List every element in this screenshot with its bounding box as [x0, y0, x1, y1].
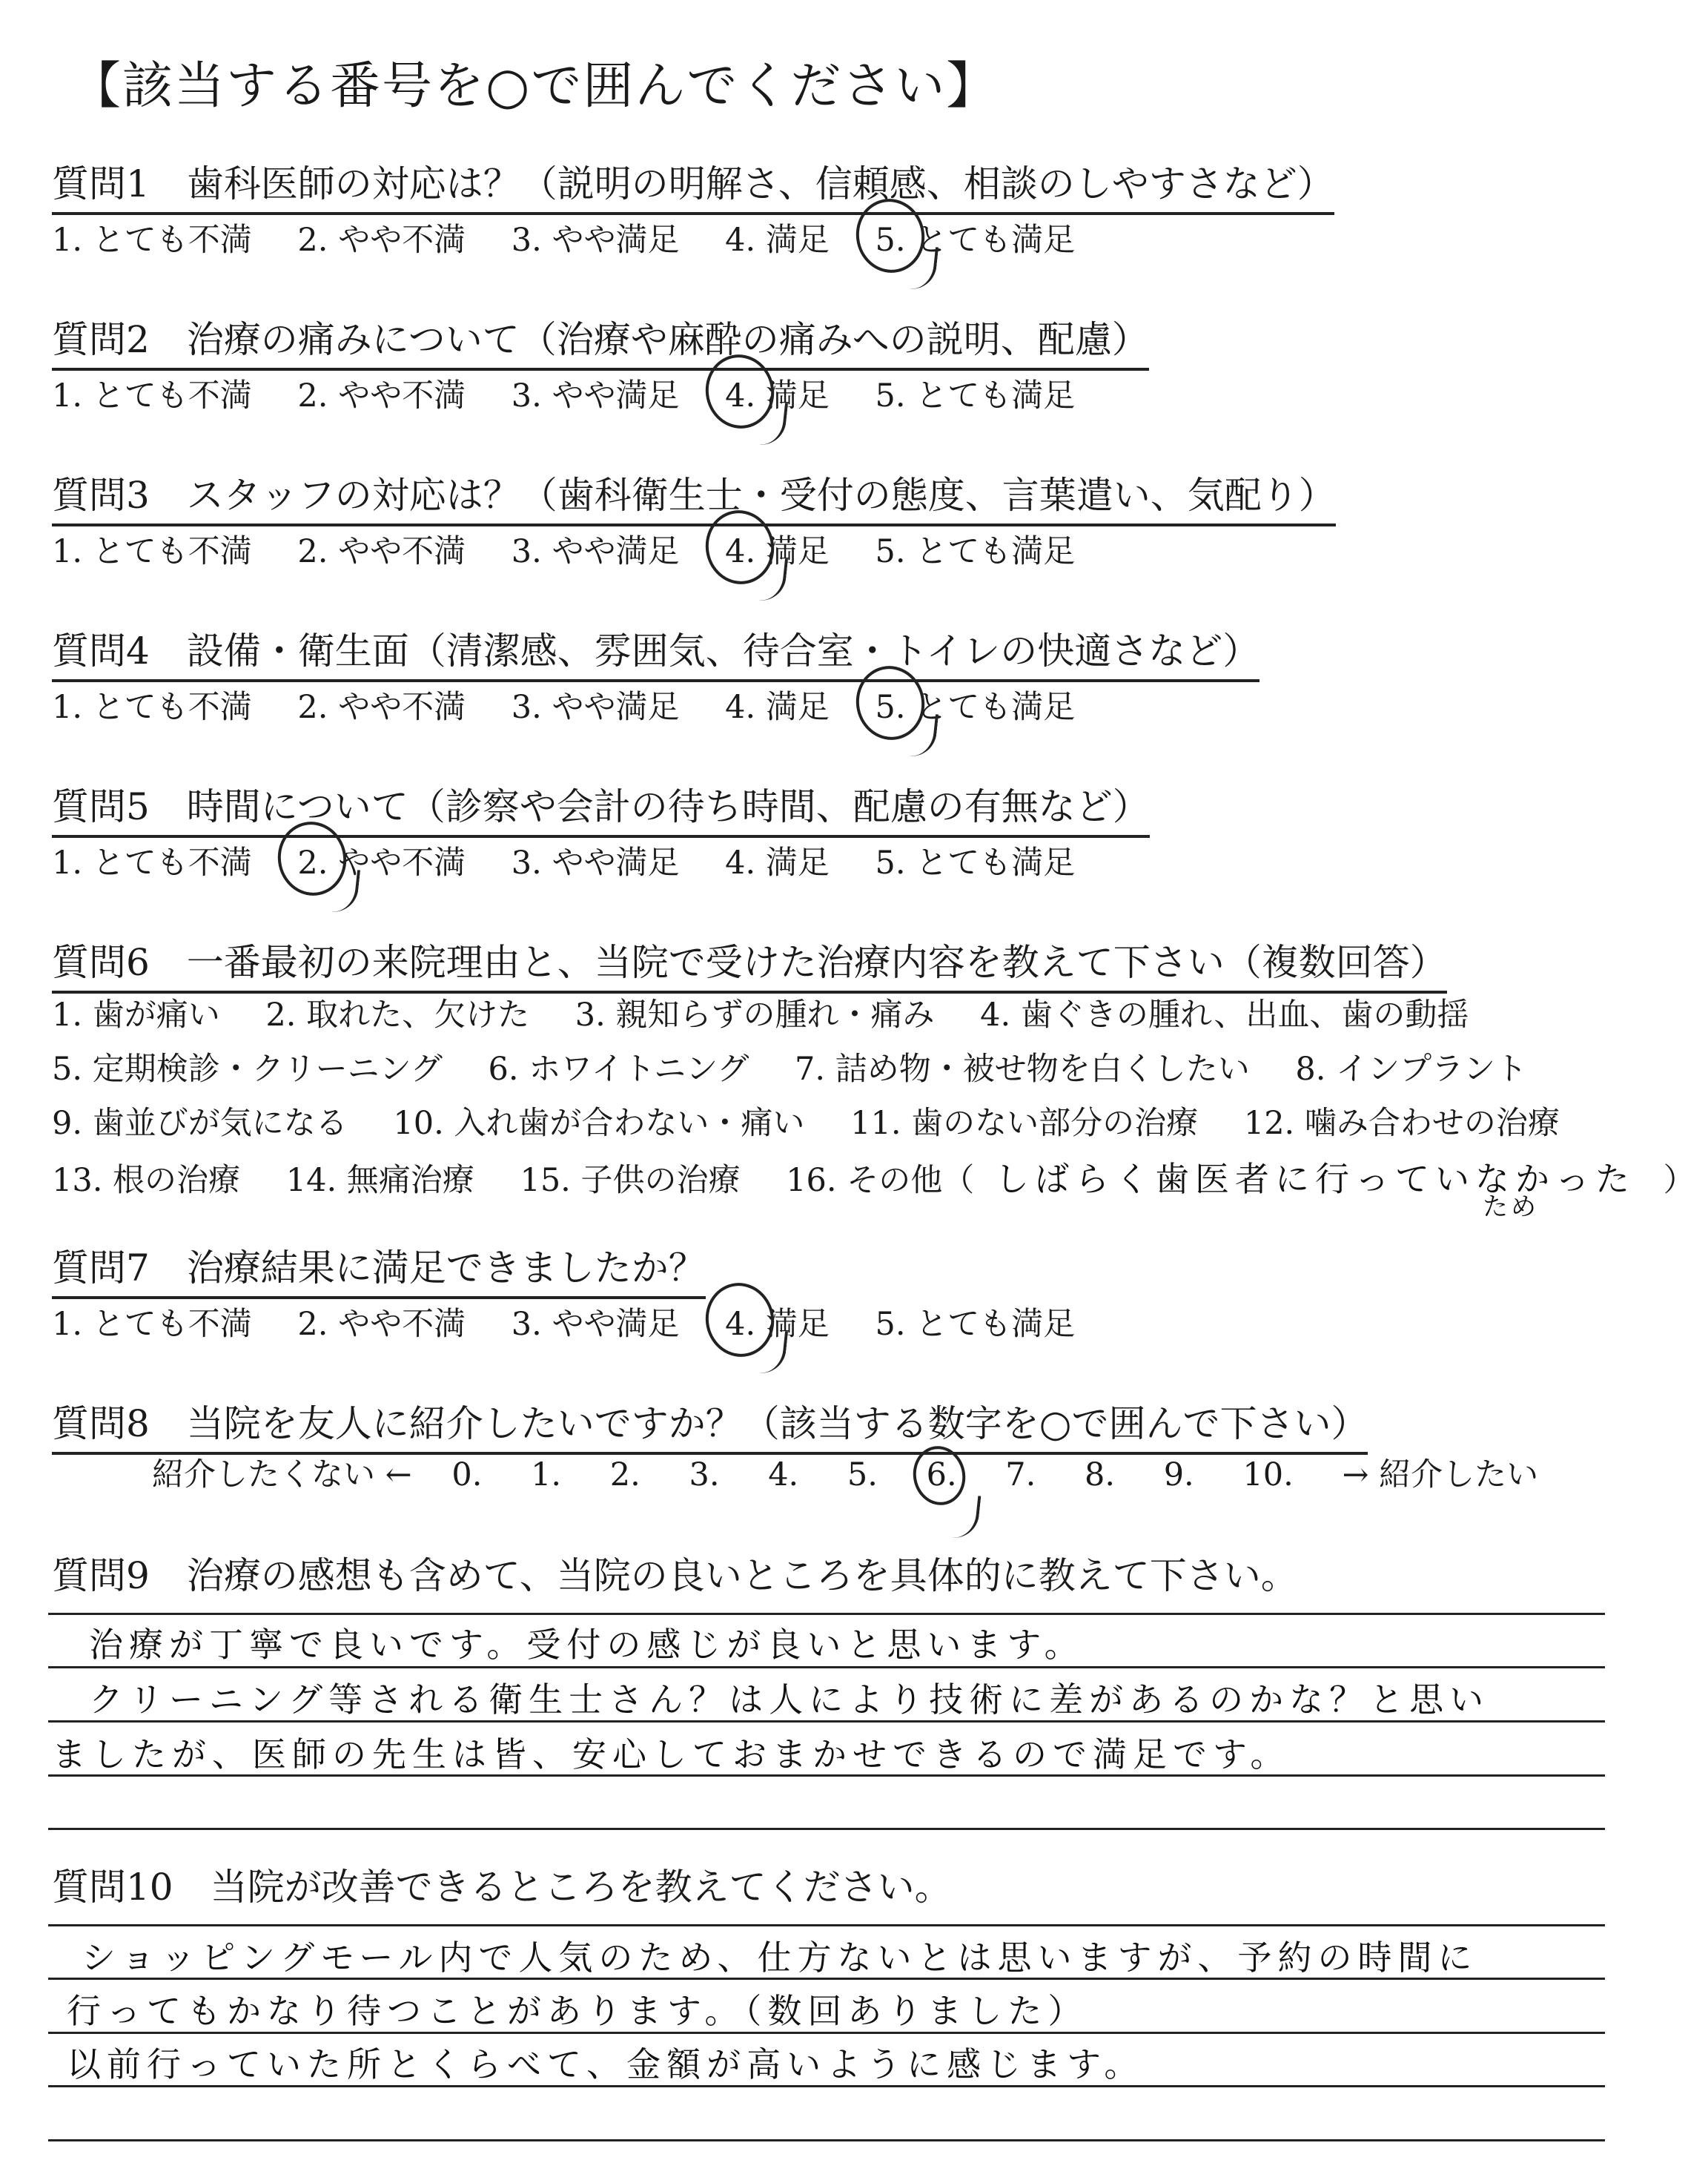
- selection-circle-mark: [907, 1441, 970, 1510]
- q3-option-3[interactable]: 3. やや満足: [511, 533, 680, 570]
- answer-line: [48, 1613, 1605, 1615]
- q6-option-7[interactable]: 7. 詰め物・被せ物を白くしたい: [795, 1051, 1250, 1088]
- answer-line: [48, 1924, 1605, 1926]
- q6-option-13[interactable]: 13. 根の治療: [52, 1162, 241, 1199]
- q4-option-4[interactable]: 4. 満足: [725, 689, 830, 726]
- selection-circle-mark: [699, 1277, 781, 1364]
- q6-option-14[interactable]: 14. 無痛治療: [285, 1162, 474, 1199]
- q6-other-handwritten-cont: ため: [1483, 1192, 1539, 1222]
- q5-option-1[interactable]: 1. とても不満: [52, 845, 252, 882]
- answer-line: [48, 1774, 1605, 1777]
- question-2-label: 質問2 治療の痛みについて（治療や麻酔の痛みへの説明、配慮）: [52, 310, 1149, 371]
- q2-option-3[interactable]: 3. やや満足: [511, 377, 680, 415]
- q3-option-1[interactable]: 1. とても不満: [52, 533, 252, 570]
- q6-option-6[interactable]: 6. ホワイトニング: [488, 1051, 749, 1088]
- q7-option-4[interactable]: 4. 満足: [725, 1299, 830, 1344]
- q2-option-4[interactable]: 4. 満足: [725, 371, 830, 416]
- q5-option-5[interactable]: 5. とても満足: [875, 845, 1076, 882]
- question-7-label: 質問7 治療結果に満足できましたか？: [52, 1238, 706, 1299]
- answer-line: [48, 1720, 1605, 1723]
- q8-score-3[interactable]: 3.: [689, 1456, 720, 1493]
- q1-option-1[interactable]: 1. とても不満: [52, 222, 252, 259]
- q6-option-1[interactable]: 1. 歯が痛い: [52, 997, 220, 1034]
- q8-score-7[interactable]: 7.: [1005, 1456, 1036, 1493]
- q5-option-3[interactable]: 3. やや満足: [511, 845, 680, 882]
- q9-answer-line-2[interactable]: クリーニング等される衛生士さん？は人により技術に差があるのかな？と思い: [89, 1680, 1490, 1720]
- q9-answer-line-1[interactable]: 治療が丁寧で良いです。受付の感じが良いと思います。: [89, 1625, 1085, 1665]
- q8-score-0[interactable]: 0.: [451, 1456, 483, 1493]
- question-6-row-3: [52, 1098, 1595, 1143]
- q8-score-10[interactable]: 10.: [1242, 1456, 1294, 1493]
- answer-line: [48, 2139, 1605, 2141]
- q9-answer-line-3[interactable]: ましたが、医師の先生は皆、安心しておまかせできるので満足です。: [52, 1734, 1291, 1774]
- q6-other-close: ）: [1663, 1162, 1695, 1199]
- question-1-options: [52, 215, 1110, 260]
- q6-option-12[interactable]: 12. 噛み合わせの治療: [1243, 1105, 1560, 1142]
- q7-option-1[interactable]: 1. とても不満: [52, 1306, 252, 1343]
- q1-option-2[interactable]: 2. やや不満: [297, 222, 466, 259]
- question-8-label: 質問8 当院を友人に紹介したいですか？（該当する数字を○で囲んで下さい）: [52, 1394, 1368, 1455]
- q6-option-16[interactable]: 16. その他（: [786, 1162, 975, 1199]
- question-4-label: 質問4 設備・衛生面（清潔感、雰囲気、待合室・トイレの快適さなど）: [52, 621, 1260, 682]
- q1-option-5[interactable]: 5. とても満足: [875, 215, 1076, 260]
- question-5-label: 質問5 時間について（診察や会計の待ち時間、配慮の有無など）: [52, 777, 1150, 838]
- q4-option-3[interactable]: 3. やや満足: [511, 689, 680, 726]
- question-1-label: 質問1 歯科医師の対応は？（説明の明解さ、信頼感、相談のしやすさなど）: [52, 154, 1334, 215]
- q3-option-4[interactable]: 4. 満足: [725, 526, 830, 572]
- question-8-scale: [152, 1450, 1577, 1495]
- q8-score-2[interactable]: 2.: [609, 1456, 640, 1493]
- q6-option-3[interactable]: 3. 親知らずの腫れ・痛み: [575, 997, 935, 1034]
- question-6-row-2: [52, 1044, 1563, 1089]
- question-2-options: [52, 371, 1110, 416]
- question-4-options: [52, 682, 1110, 727]
- q5-option-2[interactable]: 2. やや不満: [297, 838, 466, 883]
- q2-option-1[interactable]: 1. とても不満: [52, 377, 252, 415]
- question-6-row-1: [52, 990, 1504, 1035]
- q4-option-1[interactable]: 1. とても不満: [52, 689, 252, 726]
- q5-option-4[interactable]: 4. 満足: [725, 845, 830, 882]
- q6-option-2[interactable]: 2. 取れた、欠けた: [265, 997, 530, 1034]
- question-7-options: [52, 1299, 1110, 1344]
- q2-option-5[interactable]: 5. とても満足: [875, 377, 1076, 415]
- q8-right-label: → 紹介したい: [1342, 1456, 1539, 1493]
- q10-answer-line-3[interactable]: 以前行っていた所とくらべて、金額が高いように感じます。: [67, 2044, 1145, 2084]
- question-3-options: [52, 526, 1110, 572]
- q7-option-2[interactable]: 2. やや不満: [297, 1306, 466, 1343]
- answer-line: [48, 1828, 1605, 1830]
- page-title: 【該当する番号を○で囲んでください】: [70, 57, 999, 116]
- q7-option-5[interactable]: 5. とても満足: [875, 1306, 1076, 1343]
- answer-line: [48, 1978, 1605, 1980]
- answer-line: [48, 2032, 1605, 2034]
- q8-score-5[interactable]: 5.: [847, 1456, 878, 1493]
- q6-option-11[interactable]: 11. 歯のない部分の治療: [850, 1105, 1199, 1142]
- question-10-label: 質問10 当院が改善できるところを教えてください。: [52, 1866, 952, 1909]
- q8-score-6[interactable]: 6.: [927, 1456, 957, 1493]
- q4-option-2[interactable]: 2. やや不満: [297, 689, 466, 726]
- question-6-row-4: [52, 1152, 1708, 1201]
- question-5-options: [52, 838, 1110, 883]
- q8-score-8[interactable]: 8.: [1085, 1456, 1116, 1493]
- question-9-label: 質問9 治療の感想も含めて、当院の良いところを具体的に教えて下さい。: [52, 1554, 1298, 1597]
- q8-left-label: 紹介したくない ←: [152, 1456, 412, 1493]
- q2-option-2[interactable]: 2. やや不満: [297, 377, 466, 415]
- q6-option-15[interactable]: 15. 子供の治療: [520, 1162, 741, 1199]
- q6-option-9[interactable]: 9. 歯並びが気になる: [52, 1105, 348, 1142]
- question-3-label: 質問3 スタッフの対応は？（歯科衛生士・受付の態度、言葉遣い、気配り）: [52, 466, 1336, 526]
- q6-option-5[interactable]: 5. 定期検診・クリーニング: [52, 1051, 443, 1088]
- q7-option-3[interactable]: 3. やや満足: [511, 1306, 680, 1343]
- answer-line: [48, 1666, 1605, 1668]
- q8-score-4[interactable]: 4.: [768, 1456, 799, 1493]
- q6-option-4[interactable]: 4. 歯ぐきの腫れ、出血、歯の動揺: [980, 997, 1469, 1034]
- q8-score-9[interactable]: 9.: [1163, 1456, 1194, 1493]
- q10-answer-line-2[interactable]: 行ってもかなり待つことがあります。（数回ありました）: [67, 1991, 1088, 2031]
- q6-option-10[interactable]: 10. 入れ歯が合わない・痛い: [393, 1105, 805, 1142]
- question-6-label: 質問6 一番最初の来院理由と、当院で受けた治療内容を教えて下さい（複数回答）: [52, 933, 1447, 994]
- q10-answer-line-1[interactable]: ショッピングモール内で人気のため、仕方ないとは思いますが、予約の時間に: [82, 1938, 1478, 1978]
- q1-option-3[interactable]: 3. やや満足: [511, 222, 680, 259]
- q6-option-8[interactable]: 8. インプラント: [1295, 1051, 1528, 1088]
- q1-option-4[interactable]: 4. 満足: [725, 222, 830, 259]
- q8-score-1[interactable]: 1.: [531, 1456, 562, 1493]
- answer-line: [48, 2085, 1605, 2087]
- q4-option-5[interactable]: 5. とても満足: [875, 682, 1076, 727]
- q3-option-2[interactable]: 2. やや不満: [297, 533, 466, 570]
- q3-option-5[interactable]: 5. とても満足: [875, 533, 1076, 570]
- q6-other-handwritten[interactable]: しばらく歯医者に行っていなかった: [994, 1159, 1635, 1199]
